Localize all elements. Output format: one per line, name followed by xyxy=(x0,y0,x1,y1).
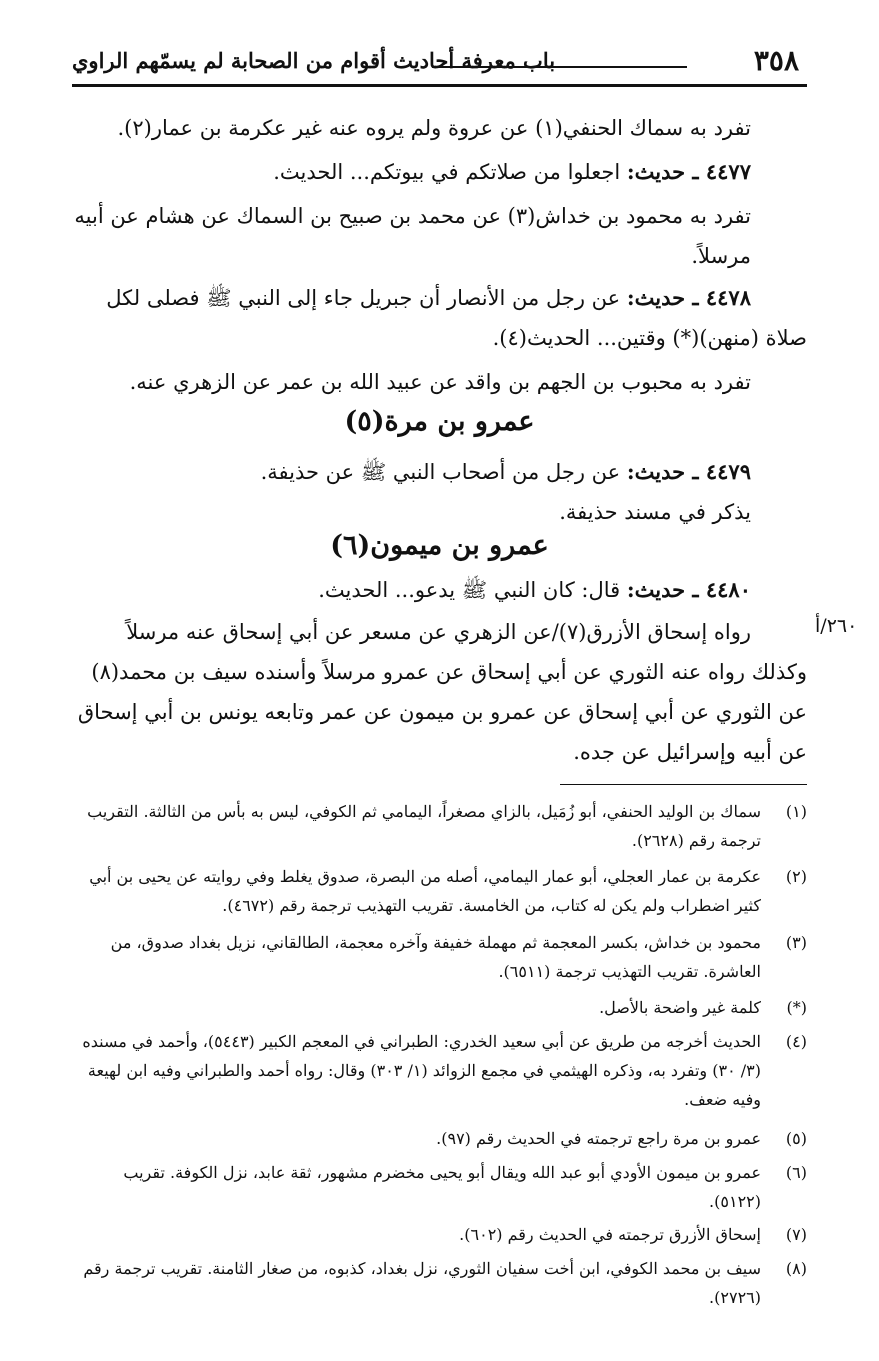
page-header xyxy=(72,40,807,84)
section-heading-amr-ibn-maymun: عمرو بن ميمون(٦) xyxy=(330,530,549,561)
hadith-4480 xyxy=(72,570,751,610)
hadith-number: ٤٤٧٨ ـ حديث: xyxy=(626,285,751,310)
hadith-number: ٤٤٧٩ ـ حديث: xyxy=(626,459,751,484)
footnote-number: (٥) xyxy=(785,1129,807,1148)
hadith-4479 xyxy=(72,452,751,492)
footnote-text: كلمة غير واضحة بالأصل. xyxy=(599,998,761,1017)
margin-folio-note: ٢٦٠/أ xyxy=(815,615,858,637)
footnote-1 xyxy=(72,797,807,855)
footnote-7 xyxy=(72,1220,807,1249)
footnote-text: سماك بن الوليد الحنفي، أبو زُمَيل، بالزاي مصغراً، اليمامي ثم الكوفي، ليس به بأس من الثالثة. التقريب ترجمة رقم (٢٦٢٨). xyxy=(87,802,761,850)
footnote-number: (٨) xyxy=(785,1259,807,1278)
footnote-5 xyxy=(72,1124,807,1153)
hadith-number: ٤٤٨٠ ـ حديث: xyxy=(626,577,751,602)
header-rule xyxy=(72,84,807,87)
page-number: ٣٥٨ xyxy=(753,44,799,77)
footnote-text: عمرو بن ميمون الأودي أبو عبد الله ويقال أبو يحيى مخضرم مشهور، ثقة عابد، نزل الكوفة. تقريب (٥١٢٢). xyxy=(123,1163,761,1211)
footnote-number: (٣) xyxy=(785,933,807,952)
hadith-number: ٤٤٧٧ ـ حديث: xyxy=(626,159,751,184)
footnote-text: سيف بن محمد الكوفي، ابن أخت سفيان الثوري، نزل بغداد، كذبوه، من صغار الثامنة. تقريب ترجمة رقم (٢٧٢٦). xyxy=(83,1259,761,1307)
footnote-number: (٤) xyxy=(785,1032,807,1051)
hadith-text: اجعلوا من صلاتكم في بيوتكم... الحديث. xyxy=(273,160,621,184)
hadith-text: قال: كان النبي ﷺ يدعو... الحديث. xyxy=(318,578,621,602)
footnote-2 xyxy=(72,862,807,920)
footnote-star xyxy=(72,993,807,1022)
footnote-number: (١) xyxy=(785,802,807,821)
paragraph-3: تفرد به محمود بن خداش(٣) عن محمد بن صبيح بن السماك عن هشام عن أبيه مرسلاً. xyxy=(74,204,751,268)
paragraph-9-text: رواه إسحاق الأزرق(٧)/عن الزهري عن مسعر عن أبي إسحاق عنه مرسلاً وكذلك رواه عنه الثوري عن أبي إسحاق عن عمرو مرسلاً وأسنده سيف بن محمد(٨) عن الثوري عن أبي إسحاق عن عمرو بن ميمون عن عمر وتابعه يونس بن أبي إسحاق عن أبيه وإسرائيل عن جده. xyxy=(77,620,807,764)
footnote-number: (٢) xyxy=(785,867,807,886)
hadith-4477 xyxy=(72,152,751,192)
paragraph-5: تفرد به محبوب بن الجهم بن واقد عن عبيد الله بن عمر عن الزهري عنه. xyxy=(129,370,751,394)
section-heading-amr-ibn-murrah: عمرو بن مرة(٥) xyxy=(344,406,535,437)
footnote-3 xyxy=(72,928,807,986)
hadith-text: عن رجل من الأنصار أن جبريل جاء إلى النبي ﷺ فصلى لكل صلاة (منهن)(*) وقتين... الحديث(٤). xyxy=(106,286,807,350)
footnote-number: (٧) xyxy=(785,1225,807,1244)
paragraph-1: تفرد به سماك الحنفي(١) عن عروة ولم يروه عنه غير عكرمة بن عمار(٢). xyxy=(117,116,751,140)
footnote-number: (٦) xyxy=(785,1163,807,1182)
hadith-4478 xyxy=(72,278,807,358)
paragraph-9 xyxy=(72,612,807,772)
footnote-text: عكرمة بن عمار العجلي، أبو عمار اليمامي، أصله من البصرة، صدوق يغلط وفي روايته عن يحيى بن أبي كثير اضطراب ولم يكن له كتاب، من الخامسة. تقريب التهذيب ترجمة رقم (٤٦٧٢). xyxy=(89,867,761,915)
footnote-6 xyxy=(72,1158,807,1216)
chapter-title: باب معرفة أحاديث أقوام من الصحابة لم يسمّهم الراوي xyxy=(72,48,556,73)
paragraph-7: يذكر في مسند حذيفة. xyxy=(559,500,751,524)
footnote-number: (*) xyxy=(786,998,807,1017)
footnote-text: الحديث أخرجه من طريق عن أبي سعيد الخدري: الطبراني في المعجم الكبير (٥٤٤٣)، وأحمد في مسنده (٣/ ٣٠) وتفرد به، وذكره الهيثمي في مجمع الزوائد (١/ ٣٠٣) وقال: رواه أحمد والطبراني وفيه ابن لهيعة وفيه ضعف. xyxy=(82,1032,761,1109)
footnote-separator xyxy=(560,784,807,785)
footnote-8 xyxy=(72,1254,807,1312)
footnote-text: إسحاق الأزرق ترجمته في الحديث رقم (٦٠٢). xyxy=(459,1225,761,1244)
footnote-text: محمود بن خداش، بكسر المعجمة ثم مهملة خفيفة وآخره معجمة، الطالقاني، نزيل بغداد صدوق، من العاشرة. تقريب التهذيب ترجمة (٦٥١١). xyxy=(110,933,761,981)
hadith-text: عن رجل من أصحاب النبي ﷺ عن حذيفة. xyxy=(260,460,621,484)
footnote-4 xyxy=(72,1027,807,1114)
footnote-text: عمرو بن مرة راجع ترجمته في الحديث رقم (٩٧). xyxy=(436,1129,761,1148)
